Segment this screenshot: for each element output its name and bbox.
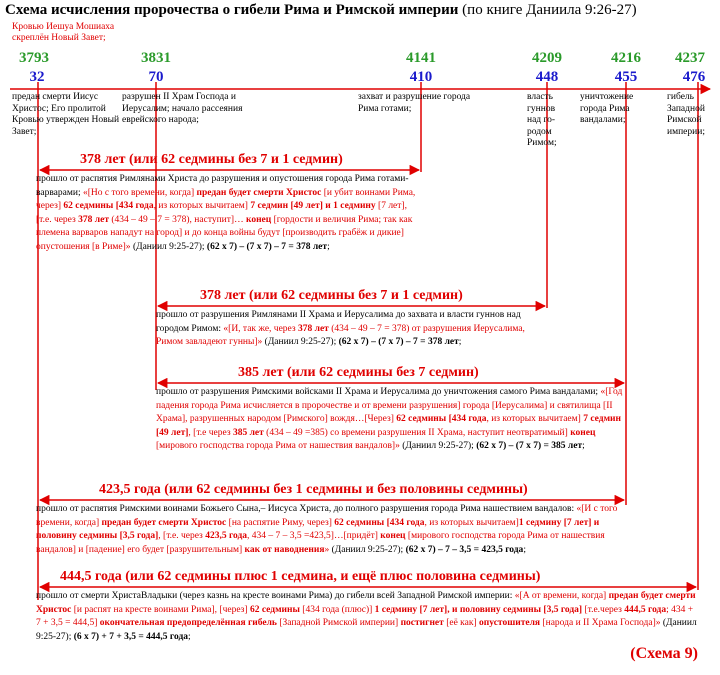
period-1-text <box>36 173 418 254</box>
period-3-fragment: , [т.е через <box>188 427 233 438</box>
period-5-fragment: ; <box>188 631 191 642</box>
period-3-fragment: (Даниил 9:25-27); <box>399 441 477 451</box>
year-4141: 4141 <box>406 50 436 66</box>
period-2-fragment: (434 – 49 – 7 = 378) от разрушения Иерусалима, Римом завладеют гунны]» <box>156 323 525 347</box>
period-4-fragment: прошло от распятия Римскими воинами Божьего Сына,– Иисуса Христа, до полного разрушения города Рима нашествием вандалов: <box>36 504 577 514</box>
period-2-fragment: (Даниил 9:25-27); <box>262 337 339 347</box>
event-476: гибель Западной Римской империи; <box>667 92 705 137</box>
period-4-fragment: (62 х 7) – 7 – 3,5 = 423,5 года <box>405 544 524 555</box>
period-3-text <box>156 386 628 454</box>
period-2-text <box>156 309 552 350</box>
year-4237: 4237 <box>675 50 705 66</box>
period-4-text <box>36 503 632 557</box>
period-5-fragment: 62 седмины <box>249 604 300 615</box>
covenant-note: Кровью Иешуа Мошиаха скреплён Новый Завет; <box>12 22 115 43</box>
period-1-fragment: 378 лет <box>78 214 109 225</box>
period-5-fragment: постигнет <box>400 618 444 628</box>
period-3-fragment: конец <box>570 427 596 438</box>
event-448: власть гуннов над го-родом Римом; <box>527 92 557 148</box>
period-5-fragment: окончательная предопределённая гибель <box>99 618 277 628</box>
period-2-fragment: (62 х 7) – (7 х 7) – 7 = 378 лет <box>338 337 459 347</box>
period-2-heading: 378 лет (или 62 седмины без 7 и 1 седмин) <box>200 288 463 303</box>
period-5-heading: 444,5 года (или 62 седмины плюс 1 седмина, и ещё плюс половина седмины) <box>60 569 541 584</box>
period-5-fragment: 1 седмину [7 лет], и половину седмины [3,5 года] <box>374 604 583 615</box>
event-32: предан смерти Иисус Христос; Его пролитой Кровью утвержден Новый Завет; <box>12 92 120 137</box>
period-3-fragment: 7 седмин [49 лет] <box>156 414 621 438</box>
period-3-fragment: 385 лет <box>232 427 264 438</box>
period-1-fragment: 7 седмин [49 лет] и 1 седмину <box>250 201 376 211</box>
period-5-fragment: опустошителя <box>479 618 541 628</box>
period-3-heading: 385 лет (или 62 седмины без 7 седмин) <box>238 365 479 380</box>
period-2-fragment: 378 лет <box>298 323 329 334</box>
period-5-fragment: (Даниил 9:25-27); <box>36 618 697 642</box>
period-1-fragment: (62 х 7) – (7 х 7) – 7 = 378 лет <box>206 241 328 252</box>
title-main: Схема исчисления пророчества о гибели Рима и Римской империи <box>5 2 459 18</box>
period-3-fragment: 62 седмины [434 года <box>396 414 487 424</box>
period-3-fragment: [мирового господства города Рима от нашествия вандалов]» <box>156 441 400 451</box>
period-3-fragment: прошло от разрушения Римскими войсками II Храма и Иерусалима до уничтожения самого Рима вандалами; <box>156 387 601 397</box>
year-4216: 4216 <box>611 50 641 66</box>
period-4-fragment: «[И с того времени, когда] <box>36 504 618 528</box>
period-5-fragment: [434 года (плюс)] <box>299 604 375 615</box>
period-4-fragment: » <box>324 544 330 555</box>
period-5-fragment: прошло от смерти ХристаВладыки (через казнь на кресте воинами Рима) до гибели всей Западной Римской империи: <box>36 591 515 601</box>
period-3-fragment: ; <box>582 441 585 451</box>
period-2-fragment: ; <box>458 337 462 347</box>
period-1-fragment: прошло от распятия Римлянами Христа до разрушения и опустошения города Рима готами-варварами; <box>36 174 409 198</box>
period-5-text <box>36 590 700 644</box>
period-4-fragment: ; <box>523 544 526 555</box>
ad-70: 70 <box>148 69 164 85</box>
ad-32: 32 <box>29 69 45 85</box>
schema-label: (Схема 9) <box>630 645 698 662</box>
period-1-fragment: (434 – 49 – 7 = 378), наступит]… <box>109 214 246 225</box>
event-70: разрушен II Храм Господа и Иерусалим; начало рассеяния еврейского народа; <box>122 92 243 125</box>
event-455: уничтожение города Рима вандалами; <box>580 92 634 125</box>
period-4-fragment: , 434 – 7 – 3,5 =423,5]…[придёт] <box>247 531 381 541</box>
event-410: захват и разрушение города Рима готами; <box>358 92 471 114</box>
period-1-fragment: [7 лет], [т.е. через <box>36 201 407 225</box>
ad-410: 410 <box>409 69 433 85</box>
period-1-fragment: [и убит воинами Рима, через] <box>36 187 416 211</box>
period-5-fragment: ; 434 + 7 + 3,5 = 444,5] <box>36 604 694 628</box>
period-4-fragment: конец <box>380 531 406 541</box>
period-1-fragment: [гордости и величия Рима; так как племена варваров нападут на город] и до конца войны будут [производить грабёж и дикие] опустошения [в Риме]» <box>36 214 413 252</box>
period-4-fragment: 1 седмину [7 лет] и половину седмины [3,5 года] <box>36 517 600 541</box>
period-1-fragment: «[Но с того времени, когда] <box>82 187 197 198</box>
period-4-fragment: 62 седмины [434 года <box>334 517 425 528</box>
period-5-fragment: (6 х 7) + 7 + 3,5 = 444,5 года <box>73 631 189 642</box>
period-3-fragment: , из которых вычитаем] <box>486 414 584 424</box>
period-4-fragment: [мирового господства города Рима от нашествия вандалов] и [падение] его будет [разрушительным] <box>36 531 605 555</box>
period-5-fragment: [Западной Римской империи] <box>276 618 401 628</box>
period-4-fragment: , из которых вычитаем] <box>424 517 519 528</box>
period-1-heading: 378 лет (или 62 седмины без 7 и 1 седмин) <box>80 152 343 167</box>
period-1-fragment: , из которых вычитаем] <box>153 201 251 211</box>
period-3-fragment: «[Год падения города Рима исчисляется в пророчестве и от времени разрушения] города [Иерусалима] и святилища [II Храма], разрушенных народом [Римского] вождя…[Через] <box>156 387 623 424</box>
period-4-heading: 423,5 года (или 62 седмины без 1 седмины и без половины седмины) <box>99 482 528 497</box>
period-4-fragment: как от наводнения <box>244 544 325 555</box>
period-5-fragment: «[А от времени, когда] <box>514 591 609 601</box>
period-4-fragment: (Даниил 9:25-27); <box>329 544 406 555</box>
ad-455: 455 <box>614 69 638 85</box>
period-2-fragment: «[И, так же, через <box>223 323 299 334</box>
period-5-fragment: [и распят на кресте воинами Рима], [через] <box>71 604 250 615</box>
period-1-fragment: конец <box>245 214 272 225</box>
period-1-fragment: 62 седмины [434 года <box>63 201 154 211</box>
year-3831: 3831 <box>141 50 171 66</box>
period-2-fragment: прошло от разрушения Римлянами II Храма и Иерусалима до захвата и власти гуннов над городом Римом: <box>156 310 521 334</box>
year-3793: 3793 <box>19 50 49 66</box>
ad-448: 448 <box>535 69 559 85</box>
period-1-fragment: ; <box>327 241 330 252</box>
ad-476: 476 <box>682 69 706 85</box>
period-4-fragment: , [т.е. через <box>158 531 206 541</box>
period-3-fragment: (62 х 7) – (7 х 7) = 385 лет <box>476 441 583 451</box>
year-4209: 4209 <box>532 50 562 66</box>
period-1-fragment: (Даниил 9:25-27); <box>130 241 207 252</box>
period-4-fragment: предан будет смерти Христос <box>101 517 227 528</box>
period-4-fragment: 423,5 года <box>205 531 248 541</box>
period-5-fragment: [её как] <box>443 618 480 628</box>
period-5-fragment: [т.е.через <box>582 604 625 615</box>
period-3-fragment: (434 – 49 =385) со времени разрушения II Храма, наступит неотвратимый] <box>263 427 571 438</box>
title-ref: (по книге Даниила 9:26-27) <box>458 2 637 18</box>
period-4-fragment: [на распятие Риму, через] <box>226 517 335 528</box>
period-1-fragment: предан будет смерти Христос <box>196 187 322 198</box>
period-5-fragment: 444,5 года <box>624 604 667 615</box>
period-5-fragment: предан будет смерти Христос <box>36 591 696 615</box>
period-5-fragment: [народа и II Храма Господа]» <box>540 618 661 628</box>
